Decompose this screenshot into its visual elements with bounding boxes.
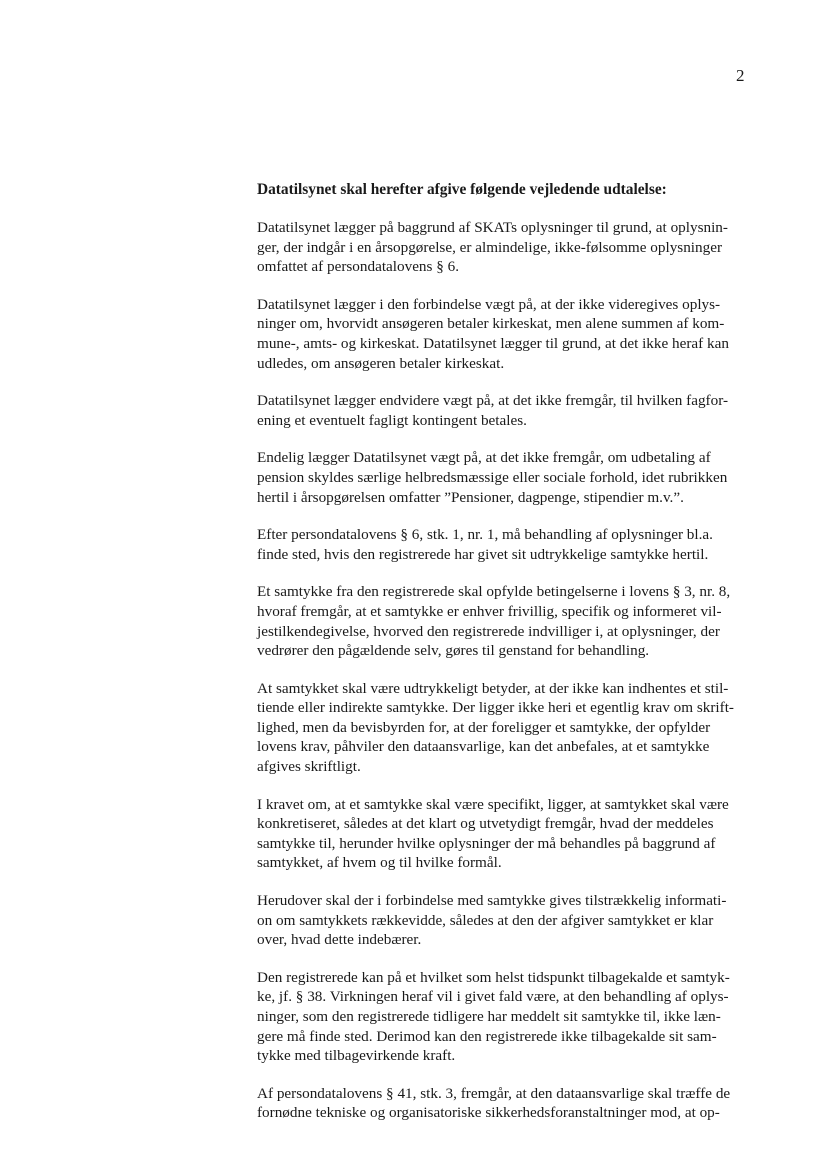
text-line: ening et eventuelt fagligt kontingent betales. [257, 411, 527, 429]
text-line: Et samtykke fra den registrerede skal opfylde betingelserne i lovens § 3, nr. 8, [257, 583, 731, 601]
text-line: afgives skriftligt. [257, 758, 361, 776]
section-heading: Datatilsynet skal herefter afgive følgende vejledende udtalelse: [257, 181, 667, 198]
paragraph [257, 1084, 755, 1123]
text-line: on om samtykkets rækkevidde, således at den der afgiver samtykket er klar [257, 911, 714, 929]
text-line: udledes, om ansøgeren betaler kirkeskat. [257, 354, 505, 372]
text-line: ke, jf. § 38. Virkningen heraf vil i givet fald være, at den behandling af oplys- [257, 988, 729, 1006]
text-line: I kravet om, at et samtykke skal være specifikt, ligger, at samtykket skal være [257, 795, 729, 813]
paragraph [257, 391, 755, 430]
paragraph [257, 525, 755, 564]
text-line: Datatilsynet lægger i den forbindelse vægt på, at der ikke videregives oplys- [257, 295, 721, 313]
text-line: lovens krav, påhviler den dataansvarlige, kan det anbefales, at et samtykke [257, 738, 710, 756]
text-line: over, hvad dette indebærer. [257, 931, 422, 949]
paragraph [257, 891, 755, 950]
text-line: Endelig lægger Datatilsynet vægt på, at det ikke fremgår, om udbetaling af [257, 449, 711, 467]
text-line: samtykket, af hvem og til hvilke formål. [257, 854, 502, 872]
text-line: lighed, men da bevisbyrden for, at der foreligger et samtykke, der opfylder [257, 718, 711, 736]
paragraph-list [257, 218, 755, 1123]
text-line: hvoraf fremgår, at et samtykke er enhver frivillig, specifik og informeret vil- [257, 602, 722, 620]
text-line: Datatilsynet lægger endvidere vægt på, at det ikke fremgår, til hvilken fagfor- [257, 392, 729, 410]
text-line: tykke med tilbagevirkende kraft. [257, 1047, 456, 1065]
text-line: pension skyldes særlige helbredsmæssige eller sociale forhold, idet rubrikken [257, 468, 728, 486]
text-line: fornødne tekniske og organisatoriske sikkerhedsforanstaltninger mod, at op- [257, 1104, 720, 1122]
text-line: Efter persondatalovens § 6, stk. 1, nr. 1, må behandling af oplysninger bl.a. [257, 526, 713, 544]
text-line: At samtykket skal være udtrykkeligt betyder, at der ikke kan indhentes et stil- [257, 679, 729, 697]
text-line: samtykke til, herunder hvilke oplysninger der må behandles på baggrund af [257, 834, 716, 852]
text-line: gere må finde sted. Derimod kan den registrerede ikke tilbagekalde sit sam- [257, 1027, 717, 1045]
page-number: 2 [736, 66, 745, 85]
text-line: Herudover skal der i forbindelse med samtykke gives tilstrækkelig informati- [257, 892, 727, 910]
text-line: jestilkendegivelse, hvorved den registrerede indvilliger i, at oplysninger, der [257, 622, 720, 640]
text-line: Den registrerede kan på et hvilket som helst tidspunkt tilbagekalde et samtyk- [257, 968, 730, 986]
text-line: omfattet af persondatalovens § 6. [257, 258, 460, 276]
text-line: tiende eller indirekte samtykke. Der ligger ikke heri et egentlig krav om skrift- [257, 699, 734, 717]
paragraph [257, 795, 755, 873]
paragraph [257, 679, 755, 777]
text-line: Af persondatalovens § 41, stk. 3, fremgår, at den dataansvarlige skal træffe de [257, 1084, 731, 1102]
text-line: Datatilsynet lægger på baggrund af SKATs oplysninger til grund, at oplysnin- [257, 219, 728, 236]
text-line: konkretiseret, således at det klart og utvetydigt fremgår, hvad der meddeles [257, 815, 714, 833]
text-line: vedrører den pågældende selv, gøres til genstand for behandling. [257, 642, 650, 660]
text-line: finde sted, hvis den registrerede har givet sit udtrykkelige samtykke hertil. [257, 545, 709, 563]
paragraph [257, 295, 755, 373]
text-line: mune-, amts- og kirkeskat. Datatilsynet lægger til grund, at det ikke heraf kan [257, 334, 729, 352]
document-body [257, 180, 755, 1141]
text-line: ninger, som den registrerede tidligere har meddelt sit samtykke til, ikke læn- [257, 1008, 721, 1025]
text-line: ninger om, hvorvidt ansøgeren betaler kirkeskat, men alene summen af kom- [257, 315, 725, 333]
paragraph [257, 968, 755, 1066]
paragraph [257, 218, 755, 277]
paragraph [257, 582, 755, 660]
text-line: ger, der indgår i en årsopgørelse, er almindelige, ikke-følsomme oplysninger [257, 238, 722, 256]
paragraph [257, 448, 755, 507]
text-line: hertil i årsopgørelsen omfatter ”Pensioner, dagpenge, stipendier m.v.”. [257, 488, 684, 506]
